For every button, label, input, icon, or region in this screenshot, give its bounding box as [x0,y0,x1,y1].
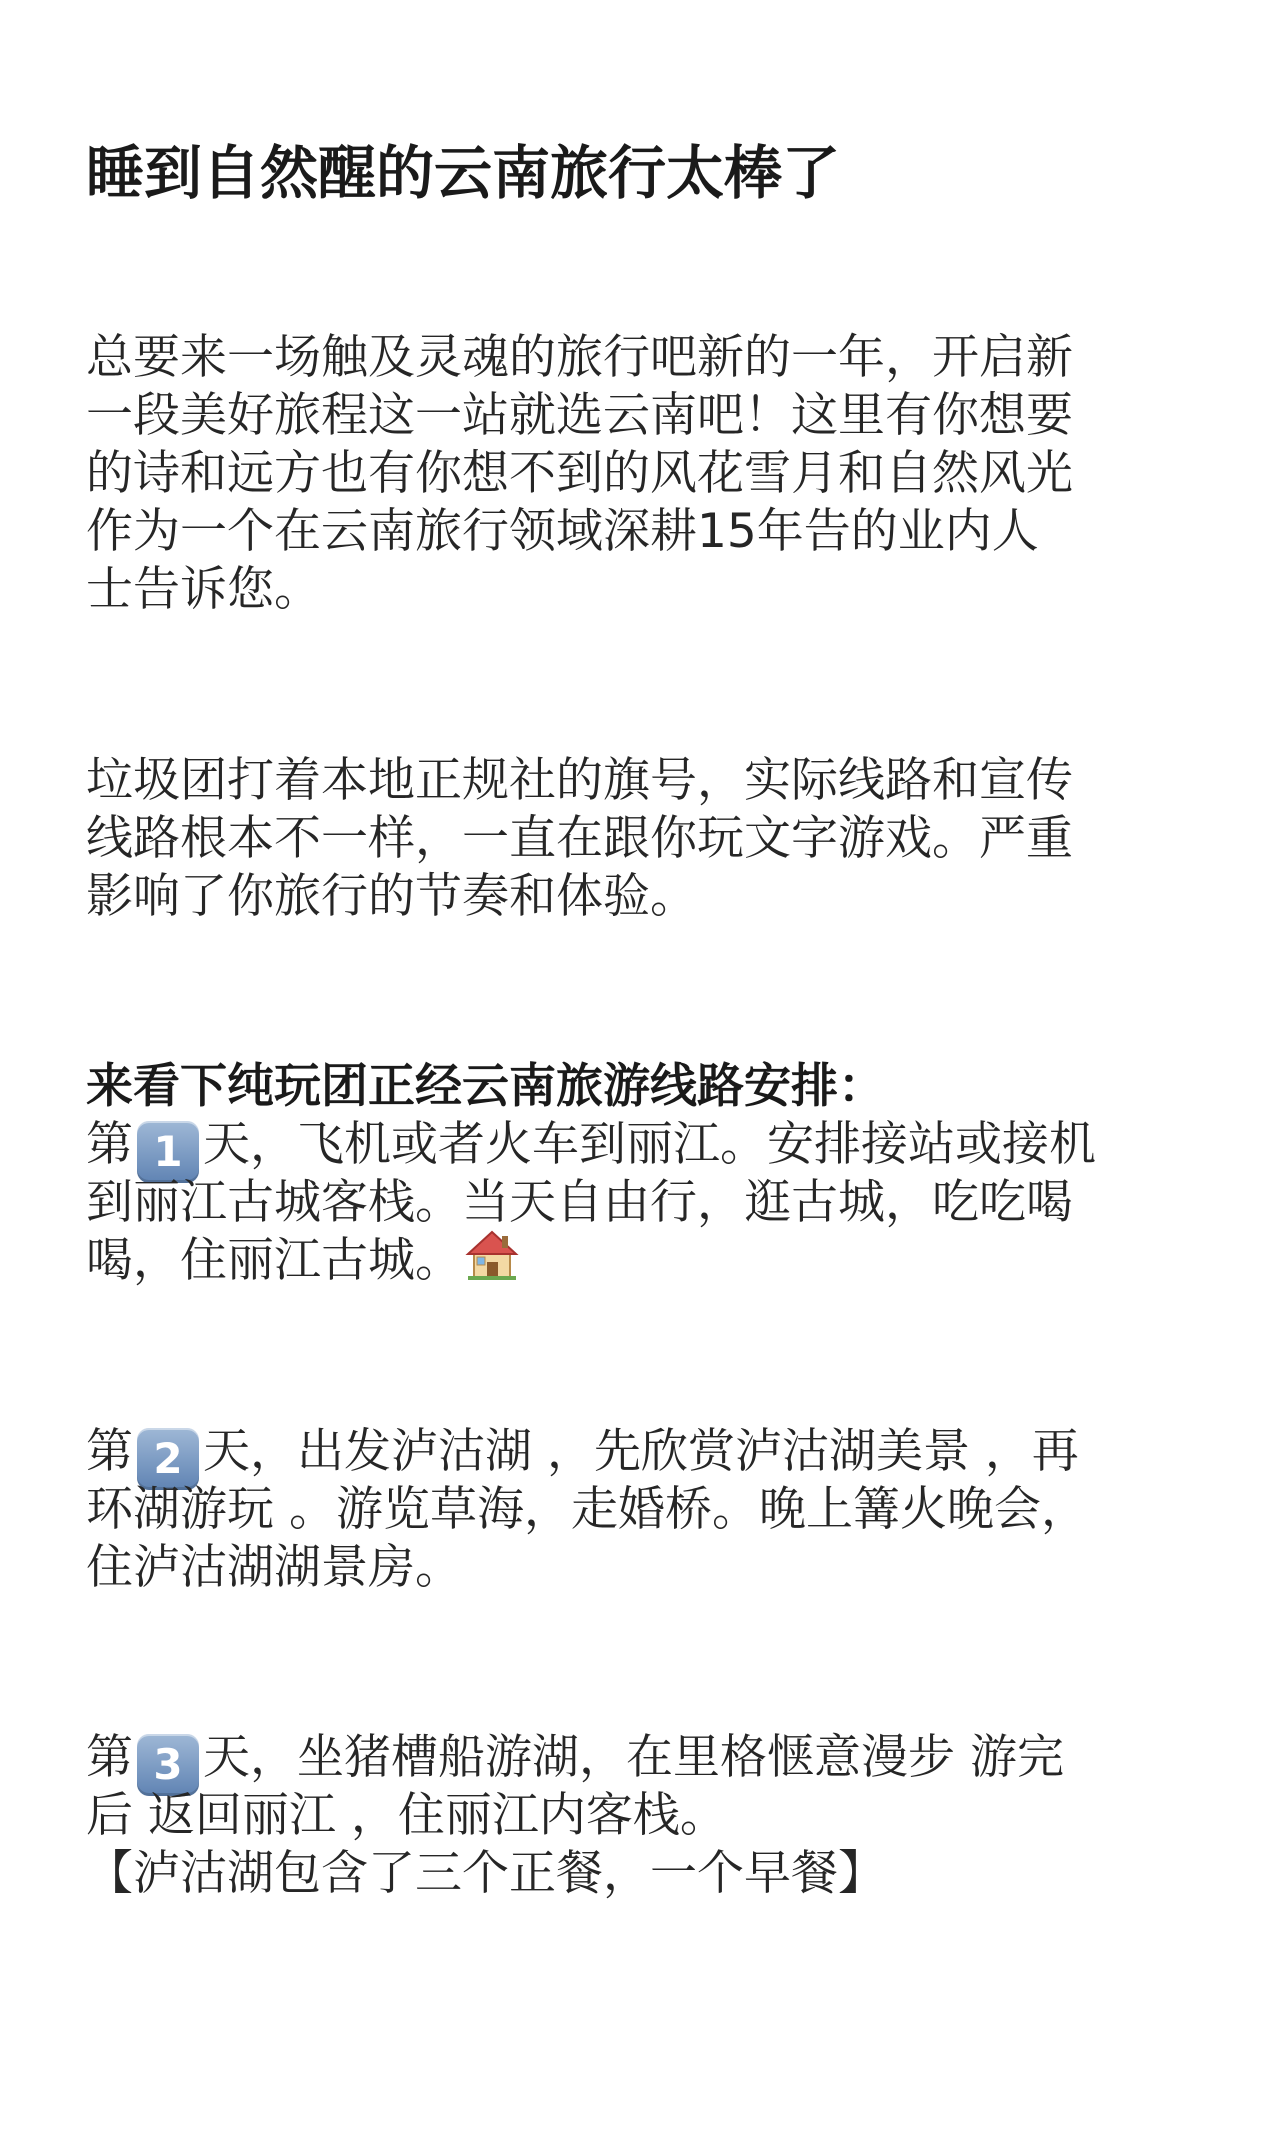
intro-line: 总要来一场触及灵魂的旅行吧新的一年，开启新 [86,330,1073,385]
keycap-three-icon: 3 [137,1734,199,1796]
intro-line: 作为一个在云南旅行领域深耕15年告的业内人 [86,504,1039,559]
warning-line: 线路根本不一样，一直在跟你玩文字游戏。严重 [86,811,1073,866]
day-prefix: 第 [86,1117,133,1172]
day3-text: 天，坐猪槽船游湖，在里格惬意漫步 游完 [203,1730,1064,1785]
day1-last-line [86,1221,522,1301]
day2-text: 天，出发泸沽湖 ，先欣赏泸沽湖美景 ，再 [203,1424,1079,1479]
day3-line: 后 返回丽江 ，住丽江内客栈。 [86,1788,727,1843]
warning-line: 影响了你旅行的节奏和体验。 [86,869,697,924]
itinerary-heading: 来看下纯玩团正经云南旅游线路安排： [86,1059,885,1114]
post-title: 睡到自然醒的云南旅行太棒了 [86,139,841,207]
day1-line: 喝，住丽江古城。 [86,1233,462,1288]
meal-note: 【泸沽湖包含了三个正餐，一个早餐】 [86,1846,885,1901]
day-prefix: 第 [86,1730,133,1785]
day1-line: 到丽江古城客栈。当天自由行，逛古城，吃吃喝 [86,1175,1073,1230]
keycap-one-icon: 1 [137,1121,199,1183]
warning-line: 垃圾团打着本地正规社的旗号，实际线路和宣传 [86,753,1073,808]
intro-line: 士告诉您。 [86,562,321,617]
day2-line: 住泸沽湖湖景房。 [86,1540,462,1595]
house-icon [462,1224,522,1284]
keycap-two-icon: 2 [137,1428,199,1490]
day1-text: 天，飞机或者火车到丽江。安排接站或接机 [203,1117,1096,1172]
intro-line: 一段美好旅程这一站就选云南吧！这里有你想要 [86,388,1073,443]
day-prefix: 第 [86,1424,133,1479]
intro-line: 的诗和远方也有你想不到的风花雪月和自然风光 [86,446,1073,501]
day2-line: 环湖游玩 。游览草海，走婚桥。晚上篝火晚会， [86,1482,1088,1537]
